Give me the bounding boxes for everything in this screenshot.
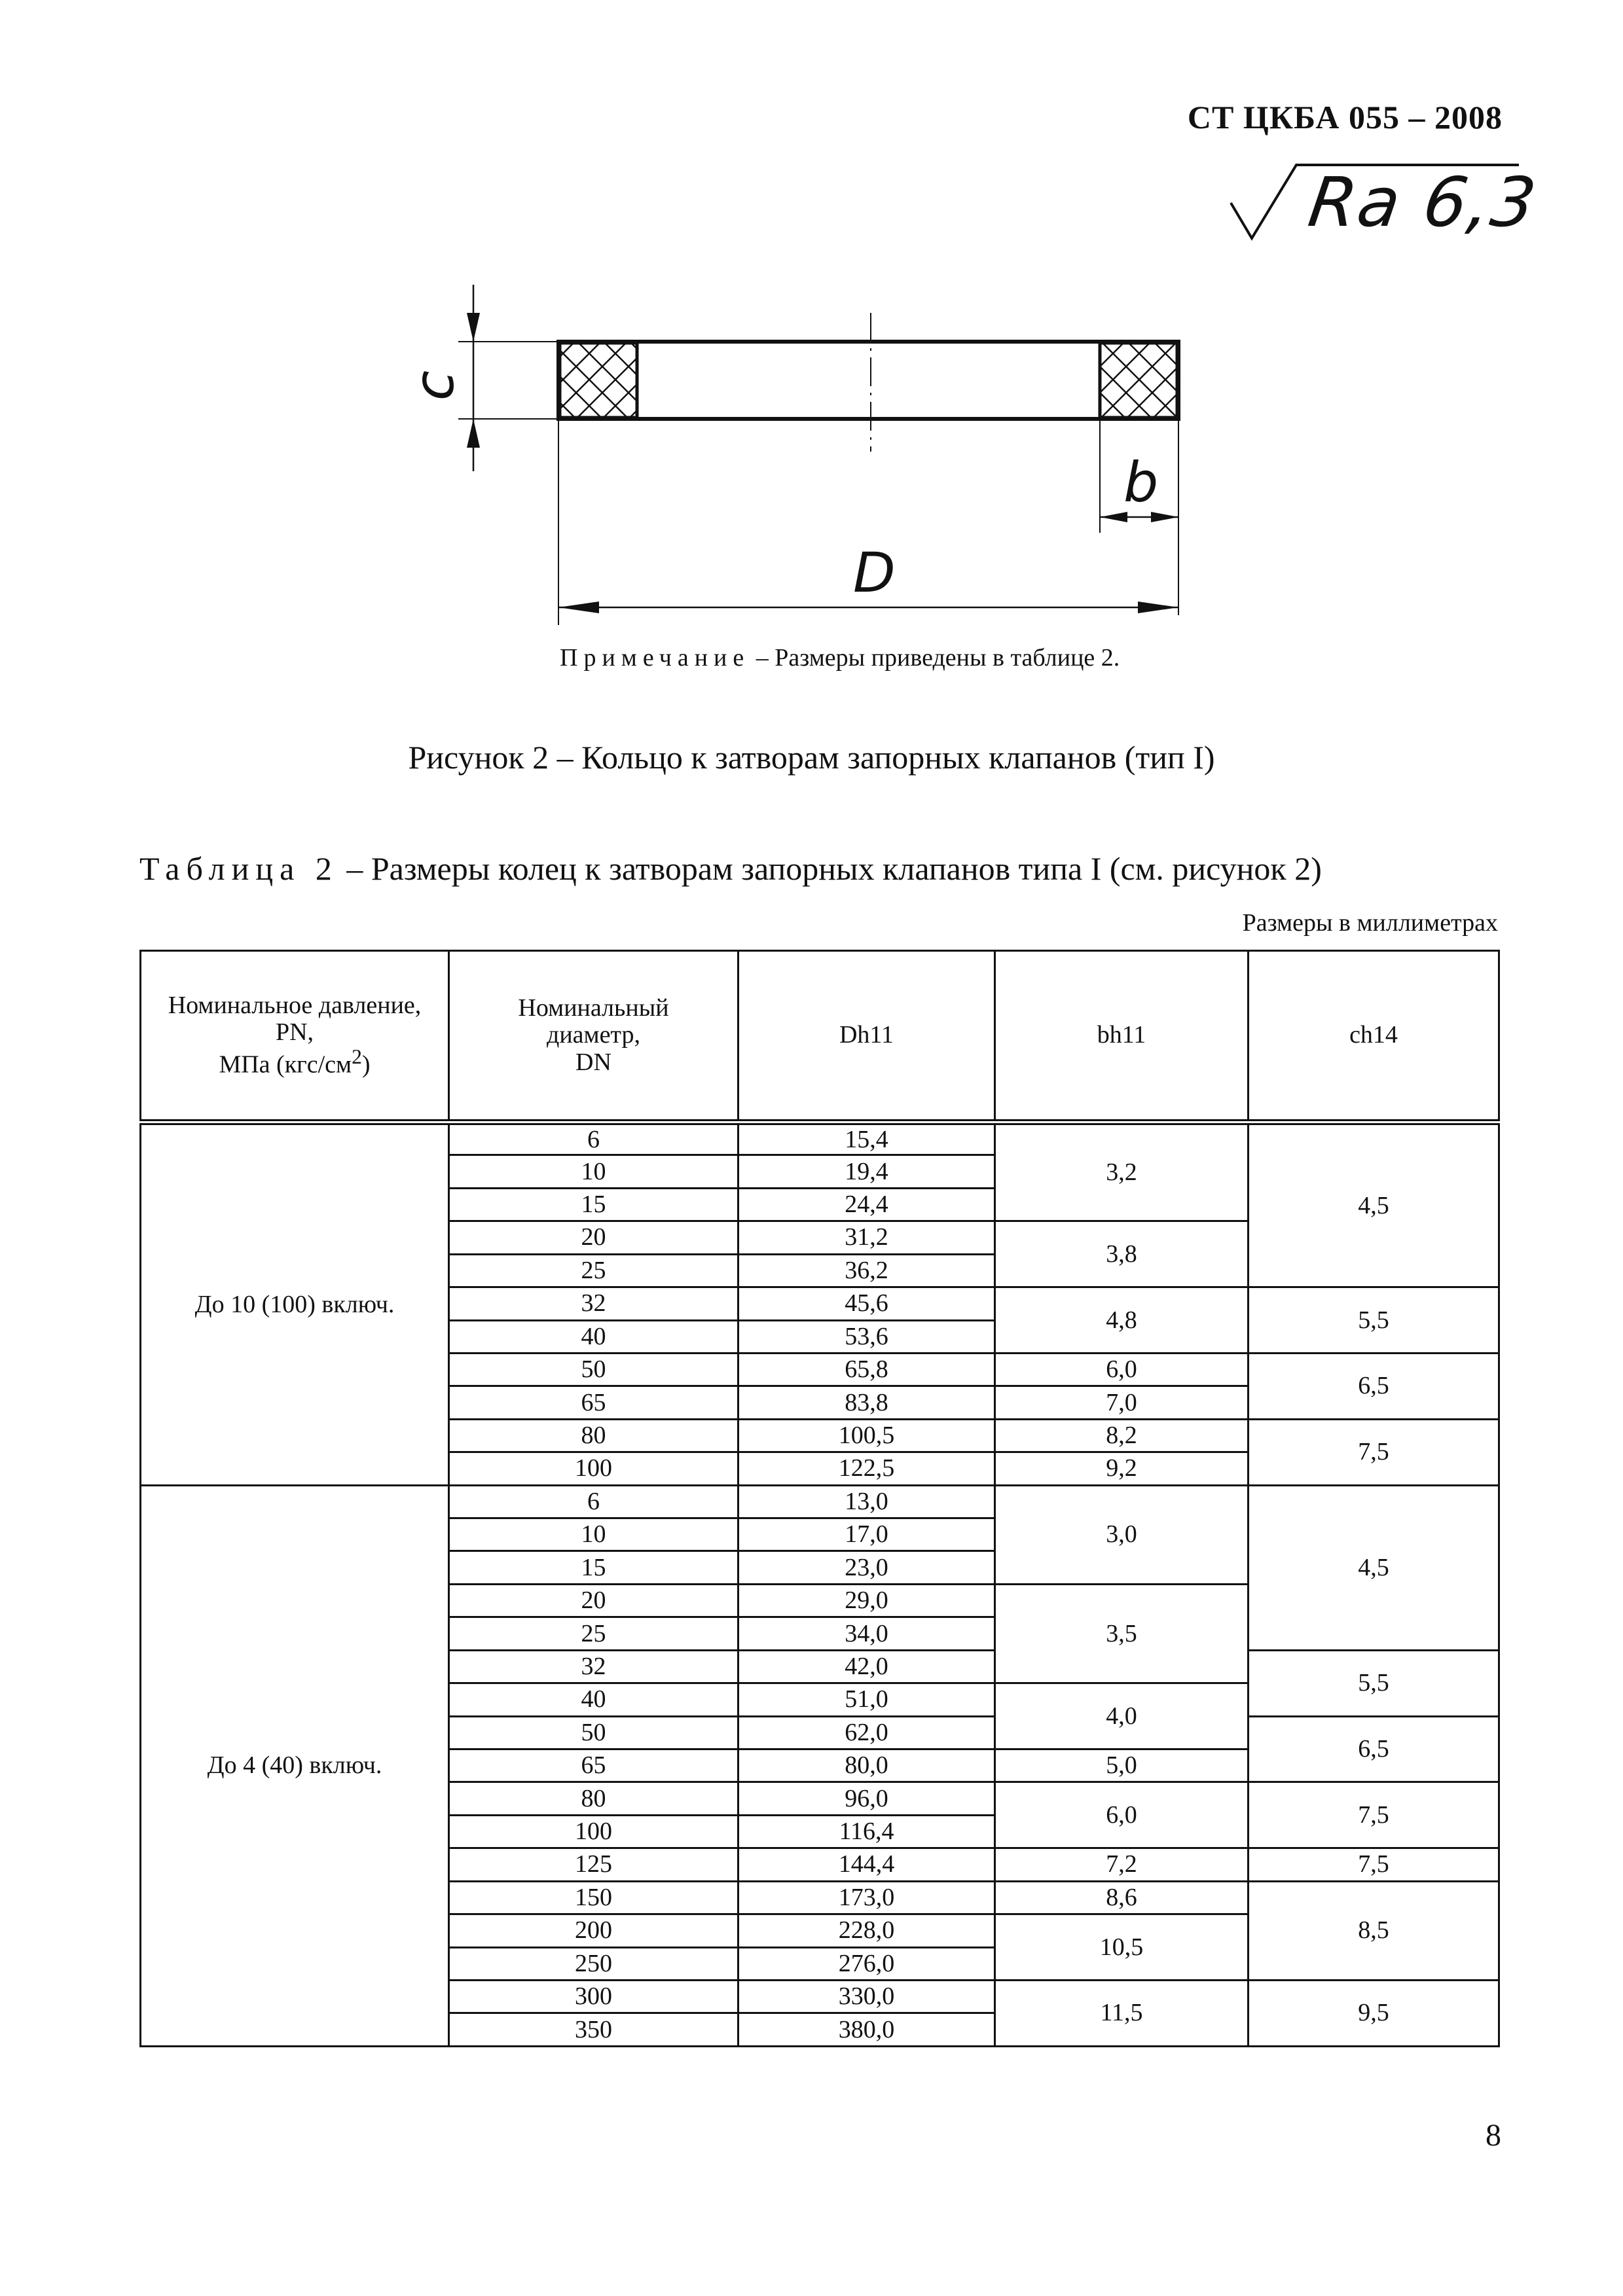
b-cell: 3,0 — [995, 1485, 1249, 1584]
d-cell: 62,0 — [739, 1716, 995, 1749]
d-cell: 173,0 — [739, 1881, 995, 1914]
b-cell: 4,8 — [995, 1287, 1249, 1354]
dimension-label-b: b — [1123, 450, 1159, 514]
table-header-row — [141, 951, 1499, 1122]
d-cell: 51,0 — [739, 1683, 995, 1716]
b-cell: 3,8 — [995, 1221, 1249, 1287]
header-b: bh11 — [995, 951, 1249, 1122]
document-code: СТ ЦКБА 055 – 2008 — [1187, 99, 1503, 135]
ring-dimensions-table — [139, 950, 1500, 2047]
dn-cell: 25 — [449, 1254, 739, 1287]
ring-section-right — [1100, 343, 1177, 418]
note-prefix: Примечание — [560, 644, 750, 672]
b-cell: 4,0 — [995, 1683, 1249, 1749]
b-cell: 3,5 — [995, 1584, 1249, 1683]
b-cell: 6,0 — [995, 1782, 1249, 1848]
figure-note — [560, 643, 1120, 672]
table-caption — [139, 850, 1322, 888]
c-cell: 4,5 — [1249, 1122, 1499, 1287]
d-cell: 24,4 — [739, 1188, 995, 1221]
b-cell: 11,5 — [995, 1980, 1249, 2046]
dn-cell: 15 — [449, 1188, 739, 1221]
d-cell: 53,6 — [739, 1320, 995, 1353]
dn-cell: 15 — [449, 1551, 739, 1584]
b-cell: 9,2 — [995, 1452, 1249, 1485]
dn-cell: 50 — [449, 1716, 739, 1749]
d-cell: 144,4 — [739, 1848, 995, 1881]
figure-caption: Рисунок 2 – Кольцо к затворам запорных клапанов (тип I) — [408, 739, 1215, 776]
roughness-label: Ra 6,3 — [1304, 162, 1542, 242]
d-cell: 80,0 — [739, 1749, 995, 1782]
c-cell: 4,5 — [1249, 1485, 1499, 1650]
dn-cell: 6 — [449, 1485, 739, 1518]
c-cell: 7,5 — [1249, 1848, 1499, 1881]
c-cell: 9,5 — [1249, 1980, 1499, 2046]
d-cell: 23,0 — [739, 1551, 995, 1584]
d-cell: 83,8 — [739, 1386, 995, 1419]
dn-cell: 250 — [449, 1947, 739, 1980]
dn-cell: 10 — [449, 1155, 739, 1188]
table-row — [141, 1485, 1499, 1518]
d-cell: 13,0 — [739, 1485, 995, 1518]
ring-drawing — [0, 0, 1623, 655]
b-cell: 7,0 — [995, 1386, 1249, 1419]
units-note: Размеры в миллиметрах — [1242, 909, 1498, 937]
ring-section-left — [560, 343, 637, 418]
b-cell: 5,0 — [995, 1749, 1249, 1782]
c-cell: 7,5 — [1249, 1419, 1499, 1485]
dn-cell: 20 — [449, 1584, 739, 1617]
b-cell: 10,5 — [995, 1914, 1249, 1981]
header-pressure: Номинальное давление, PN, МПа $(кгс/см^2)$ — [141, 951, 449, 1122]
header-c: ch14 — [1249, 951, 1499, 1122]
b-cell: 7,2 — [995, 1848, 1249, 1881]
dn-cell: 6 — [449, 1122, 739, 1155]
d-cell: 36,2 — [739, 1254, 995, 1287]
d-cell: 116,4 — [739, 1815, 995, 1848]
pressure-group-cell: До 10 (100) включ. — [141, 1122, 449, 1486]
dn-cell: 40 — [449, 1683, 739, 1716]
dn-cell: 80 — [449, 1419, 739, 1452]
dn-cell: 25 — [449, 1617, 739, 1650]
dn-cell: 40 — [449, 1320, 739, 1353]
b-cell: 6,0 — [995, 1353, 1249, 1386]
d-cell: 380,0 — [739, 2013, 995, 2047]
d-cell: 42,0 — [739, 1650, 995, 1683]
page-number: 8 — [1486, 2118, 1501, 2153]
b-cell: 3,2 — [995, 1122, 1249, 1221]
d-cell: 17,0 — [739, 1518, 995, 1551]
dn-cell: 350 — [449, 2013, 739, 2047]
dn-cell: 100 — [449, 1452, 739, 1485]
d-cell: 15,4 — [739, 1122, 995, 1155]
ring-outline — [558, 342, 1178, 419]
note-text: – Размеры приведены в таблице 2. — [750, 644, 1120, 672]
table-caption-text: – Размеры колец к затворам запорных клапанов типа I (см. рисунок 2) — [338, 850, 1322, 887]
header-d: Dh11 — [739, 951, 995, 1122]
d-cell: 276,0 — [739, 1947, 995, 1980]
dn-cell: 300 — [449, 1980, 739, 2013]
d-cell: 45,6 — [739, 1287, 995, 1320]
d-cell: 228,0 — [739, 1914, 995, 1947]
c-cell: 6,5 — [1249, 1353, 1499, 1419]
c-cell: 5,5 — [1249, 1650, 1499, 1716]
dn-cell: 65 — [449, 1749, 739, 1782]
table-row — [141, 1122, 1499, 1155]
d-cell: 330,0 — [739, 1980, 995, 2013]
dn-cell: 100 — [449, 1815, 739, 1848]
dn-cell: 32 — [449, 1287, 739, 1320]
c-cell: 8,5 — [1249, 1881, 1499, 1980]
dn-cell: 80 — [449, 1782, 739, 1815]
dimension-label-c: c — [402, 370, 467, 401]
d-cell: 122,5 — [739, 1452, 995, 1485]
d-cell: 96,0 — [739, 1782, 995, 1815]
dn-cell: 65 — [449, 1386, 739, 1419]
b-cell: 8,6 — [995, 1881, 1249, 1914]
table-caption-prefix: Таблица 2 — [139, 850, 338, 887]
dn-cell: 32 — [449, 1650, 739, 1683]
dn-cell: 50 — [449, 1353, 739, 1386]
c-cell: 7,5 — [1249, 1782, 1499, 1848]
b-cell: 8,2 — [995, 1419, 1249, 1452]
pressure-group-cell: До 4 (40) включ. — [141, 1485, 449, 2046]
d-cell: 31,2 — [739, 1221, 995, 1254]
dn-cell: 200 — [449, 1914, 739, 1947]
header-nominal-diameter: Номинальный диаметр, DN — [449, 951, 739, 1122]
dn-cell: 125 — [449, 1848, 739, 1881]
d-cell: 100,5 — [739, 1419, 995, 1452]
dn-cell: 150 — [449, 1881, 739, 1914]
c-cell: 5,5 — [1249, 1287, 1499, 1354]
d-cell: 34,0 — [739, 1617, 995, 1650]
d-cell: 19,4 — [739, 1155, 995, 1188]
dn-cell: 20 — [449, 1221, 739, 1254]
d-cell: 29,0 — [739, 1584, 995, 1617]
d-cell: 65,8 — [739, 1353, 995, 1386]
c-cell: 6,5 — [1249, 1716, 1499, 1782]
dimension-label-D: D — [853, 541, 896, 605]
dn-cell: 10 — [449, 1518, 739, 1551]
